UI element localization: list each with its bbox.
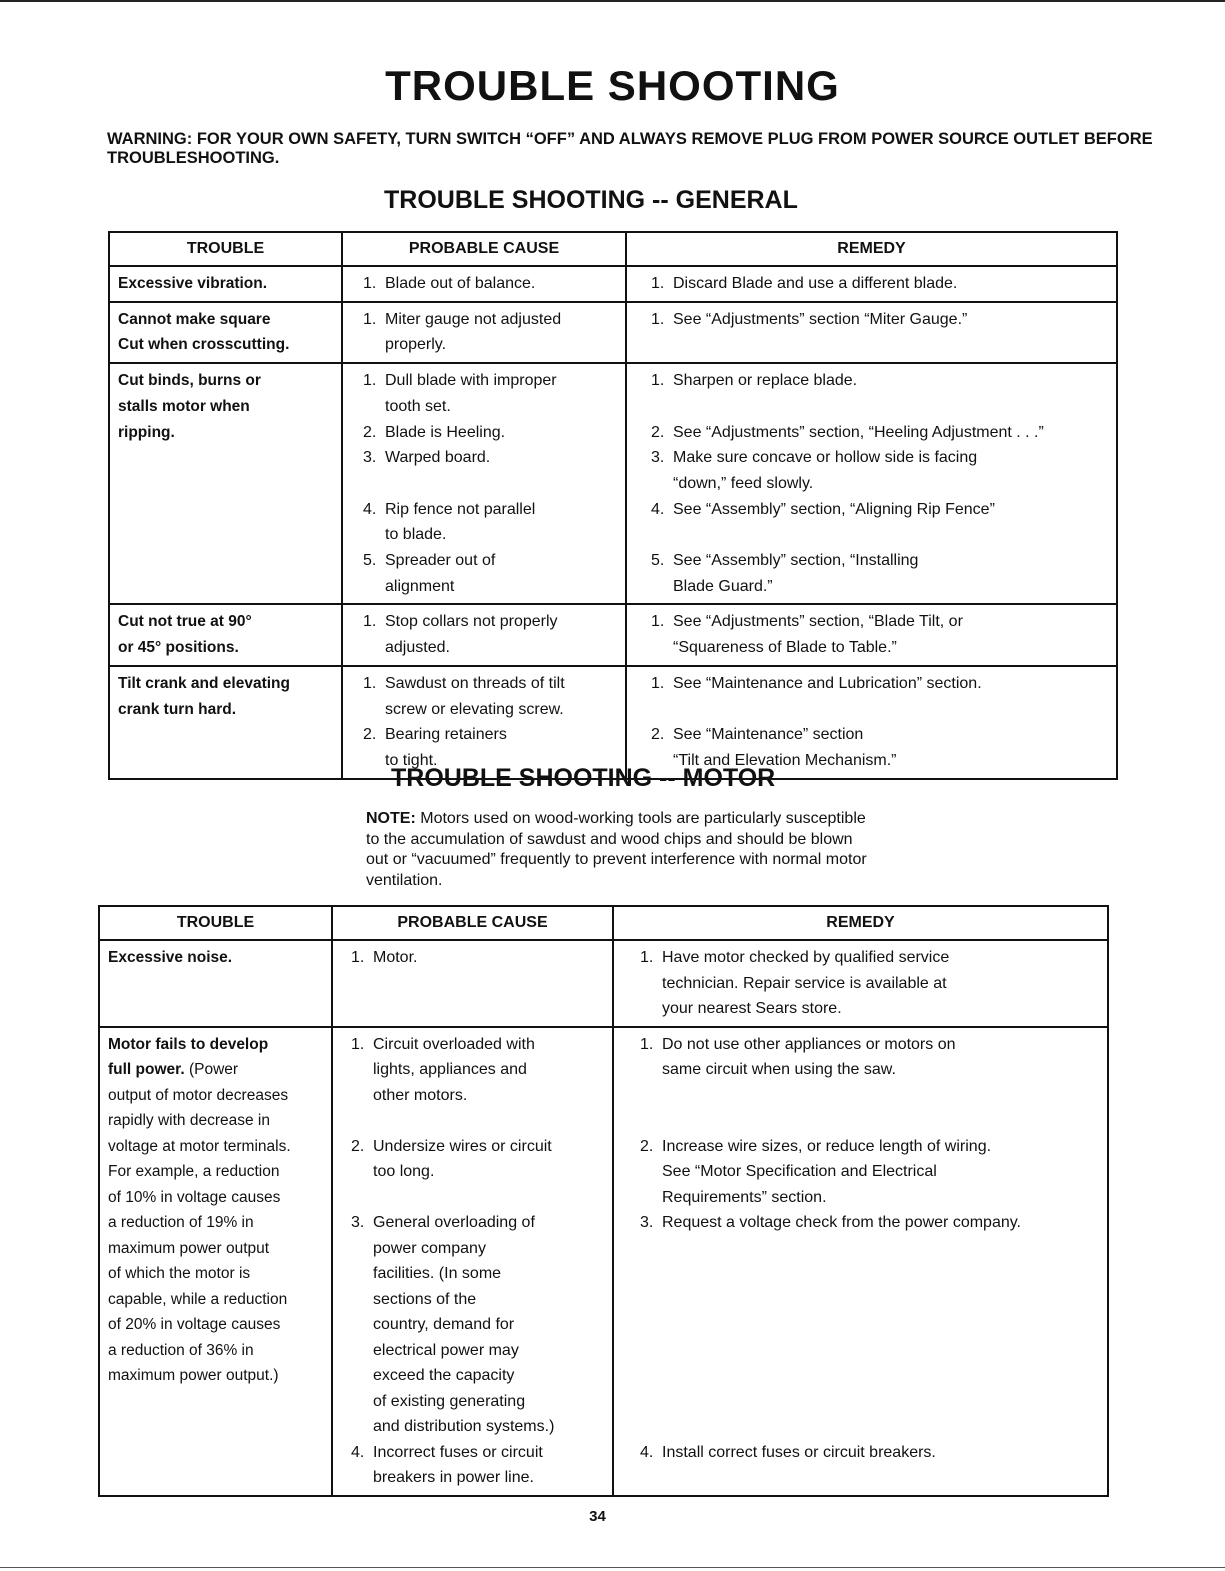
remedy-number: 1.	[640, 949, 654, 966]
remedy-text: Sharpen or replace blade.	[673, 372, 858, 390]
bottom-rule	[0, 1567, 1225, 1568]
top-rule	[0, 0, 1225, 2]
remedy-cell	[626, 666, 1117, 779]
remedy-item	[640, 945, 1107, 1022]
cause-cell	[342, 363, 626, 604]
remedy-cell	[626, 604, 1117, 665]
remedy-item	[651, 671, 1116, 697]
cause-text: Circuit overloaded with lights, appliances and other motors.	[373, 1035, 535, 1104]
cause-text: Blade out of balance.	[385, 275, 536, 292]
table-row	[109, 266, 1117, 302]
spacer	[640, 1108, 1107, 1134]
remedy-text: See “Assembly” section, “Installing Blade Guard.”	[673, 552, 919, 595]
cause-text: Blade is Heeling.	[385, 423, 506, 441]
spacer	[640, 1363, 1107, 1389]
trouble-cell	[99, 1027, 332, 1496]
cause-text: General overloading of power company facilities. (In some sections of the country, demand for electrical power may exceed the capacity of existing generating and distribution systems.)	[373, 1214, 555, 1435]
cause-text: Spreader out of alignment	[385, 552, 496, 595]
cause-item	[363, 420, 625, 446]
spacer	[640, 1083, 1107, 1109]
cause-item	[363, 497, 625, 548]
spacer	[640, 1287, 1107, 1313]
table-row	[109, 666, 1117, 779]
motor-table-body	[99, 940, 1108, 1496]
cause-number: 1.	[363, 613, 377, 631]
general-trouble-table	[108, 231, 1118, 780]
spacer	[640, 1312, 1107, 1338]
table-row	[99, 1027, 1108, 1496]
safety-warning: WARNING: FOR YOUR OWN SAFETY, TURN SWITCH “OFF” AND ALWAYS REMOVE PLUG FROM POWER SOURCE OUTLET BEFORE TROUBLESHOOTING.	[107, 130, 1153, 167]
cause-cell	[332, 1027, 613, 1496]
cause-number: 2.	[351, 1137, 365, 1155]
trouble-cell: Cut not true at 90° or 45° positions.	[109, 604, 342, 665]
spacer	[351, 1108, 612, 1134]
remedy-text: Install correct fuses or circuit breakers.	[662, 1443, 936, 1461]
remedy-cell	[613, 940, 1108, 1027]
remedy-text: See “Assembly” section, “Aligning Rip Fence”	[673, 500, 995, 518]
cause-item	[363, 671, 625, 722]
remedy-number: 2.	[651, 423, 665, 441]
cause-number: 1.	[363, 310, 377, 328]
remedy-item	[651, 368, 1116, 394]
table-row	[109, 604, 1117, 665]
remedy-number: 1.	[640, 1035, 654, 1053]
remedy-number: 1.	[651, 275, 665, 292]
remedy-text: See “Maintenance” section “Tilt and Elevation Mechanism.”	[673, 726, 897, 769]
spacer	[363, 471, 625, 497]
column-header-probable-cause: PROBABLE CAUSE	[332, 906, 613, 940]
remedy-number: 1.	[651, 310, 665, 328]
cause-number: 3.	[363, 449, 377, 467]
remedy-item	[651, 420, 1116, 446]
cause-item	[351, 1134, 612, 1185]
cause-number: 5.	[363, 552, 377, 570]
remedy-text: Have motor checked by qualified service technician. Repair service is available at your nearest Sears store.	[662, 949, 950, 1017]
remedy-number: 2.	[640, 1137, 654, 1155]
cause-number: 1.	[351, 949, 365, 966]
table-row	[109, 363, 1117, 604]
cause-number: 1.	[363, 372, 377, 390]
cause-number: 4.	[363, 500, 377, 518]
cause-text: Bearing retainers to tight.	[385, 726, 507, 769]
remedy-number: 5.	[651, 552, 665, 569]
cause-text: Warped board.	[385, 449, 491, 467]
spacer	[640, 1338, 1107, 1364]
remedy-number: 1.	[651, 674, 665, 692]
motor-section-heading: TROUBLE SHOOTING -- MOTOR	[391, 764, 776, 792]
cause-text: Sawdust on threads of tilt screw or elevating screw.	[385, 674, 565, 718]
remedy-text: Increase wire sizes, or reduce length of wiring. See “Motor Specification and Electrical Requirements” section.	[662, 1137, 992, 1206]
remedy-item	[640, 1134, 1107, 1211]
column-header-remedy: REMEDY	[613, 906, 1108, 940]
cause-number: 1.	[351, 1035, 365, 1053]
remedy-number: 4.	[651, 500, 665, 518]
remedy-item	[651, 497, 1116, 523]
remedy-text: Discard Blade and use a different blade.	[673, 275, 958, 292]
cause-item	[351, 1440, 612, 1491]
trouble-cell	[99, 940, 332, 1027]
motor-note	[366, 809, 876, 891]
cause-text: Miter gauge not adjusted properly.	[385, 310, 562, 354]
spacer	[640, 1414, 1107, 1440]
remedy-item	[651, 548, 1116, 599]
spacer	[640, 1236, 1107, 1262]
cause-number: 2.	[363, 423, 377, 441]
remedy-text: Request a voltage check from the power company.	[662, 1214, 1021, 1231]
cause-item	[363, 307, 625, 358]
cause-cell	[342, 302, 626, 363]
remedy-number: 2.	[651, 726, 665, 744]
remedy-text: See “Adjustments” section, “Blade Tilt, or “Squareness of Blade to Table.”	[673, 613, 963, 657]
cause-item	[363, 271, 625, 297]
remedy-item	[651, 307, 1116, 333]
spacer	[640, 1261, 1107, 1287]
cause-text: Dull blade with improper tooth set.	[385, 372, 557, 415]
cause-number: 1.	[363, 275, 377, 292]
cause-cell	[342, 666, 626, 779]
remedy-number: 3.	[651, 449, 665, 467]
cause-number: 3.	[351, 1214, 365, 1231]
cause-text: Motor.	[373, 949, 418, 966]
trouble-title: Motor fails to develop full power.	[108, 1035, 269, 1078]
trouble-cell: Cannot make square Cut when crosscutting.	[109, 302, 342, 363]
remedy-number: 3.	[640, 1214, 654, 1231]
remedy-number: 1.	[651, 613, 665, 631]
remedy-text: Make sure concave or hollow side is facing “down,” feed slowly.	[673, 449, 978, 492]
cause-cell	[332, 940, 613, 1027]
cause-item	[363, 368, 625, 419]
spacer	[651, 522, 1116, 548]
cause-item	[351, 1032, 612, 1109]
cause-cell	[342, 266, 626, 302]
spacer	[651, 394, 1116, 420]
general-table-body	[109, 266, 1117, 779]
remedy-text: Do not use other appliances or motors on same circuit when using the saw.	[662, 1035, 956, 1078]
cause-item	[351, 945, 612, 971]
remedy-number: 1.	[651, 372, 665, 390]
column-header-remedy: REMEDY	[626, 232, 1117, 266]
cause-text: Stop collars not properly adjusted.	[385, 613, 558, 657]
remedy-number: 4.	[640, 1443, 654, 1461]
remedy-cell	[613, 1027, 1108, 1496]
table-row	[109, 302, 1117, 363]
note-text: Motors used on wood-working tools are particularly susceptible to the accumulation of sawdust and wood chips and should be blown out or “vacuumed” frequently to prevent interference with normal motor ventilation.	[366, 810, 867, 889]
motor-trouble-table	[98, 905, 1109, 1497]
spacer	[651, 697, 1116, 723]
spacer	[640, 1389, 1107, 1415]
cause-text: Incorrect fuses or circuit breakers in power line.	[373, 1443, 543, 1486]
remedy-text: See “Adjustments” section “Miter Gauge.”	[673, 310, 968, 328]
cause-number: 4.	[351, 1443, 365, 1461]
trouble-cell: Tilt crank and elevating crank turn hard.	[109, 666, 342, 779]
cause-number: 2.	[363, 726, 377, 744]
page-number: 34	[589, 1508, 606, 1525]
trouble-cell: Cut binds, burns or stalls motor when ripping.	[109, 363, 342, 604]
remedy-item	[651, 445, 1116, 496]
trouble-cell: Excessive vibration.	[109, 266, 342, 302]
spacer	[351, 1185, 612, 1211]
remedy-item	[651, 271, 1116, 297]
cause-item	[363, 445, 625, 471]
column-header-trouble: TROUBLE	[109, 232, 342, 266]
page-title: TROUBLE SHOOTING	[385, 62, 840, 109]
remedy-item	[640, 1032, 1107, 1083]
trouble-detail: (Power output of motor decreases rapidly with decrease in voltage at motor terminals. For example, a reduction of 10% in voltage causes a reduction of 19% in maximum power output of which the motor is capable, while a reduction of 20% in voltage causes a reduction of 36% in maximum power output.)	[108, 1061, 291, 1384]
remedy-item	[640, 1210, 1107, 1236]
cause-text: Rip fence not parallel to blade.	[385, 500, 536, 544]
note-label: NOTE:	[366, 810, 416, 827]
cause-text: Undersize wires or circuit too long.	[373, 1137, 552, 1180]
remedy-item	[640, 1440, 1107, 1466]
remedy-cell	[626, 266, 1117, 302]
column-header-trouble: TROUBLE	[99, 906, 332, 940]
remedy-text: See “Adjustments” section, “Heeling Adjustment . . .”	[673, 423, 1044, 441]
cause-item	[363, 609, 625, 660]
remedy-item	[651, 609, 1116, 660]
remedy-text: See “Maintenance and Lubrication” section.	[673, 674, 982, 692]
cause-cell	[342, 604, 626, 665]
remedy-cell	[626, 363, 1117, 604]
column-header-probable-cause: PROBABLE CAUSE	[342, 232, 626, 266]
remedy-cell	[626, 302, 1117, 363]
general-section-heading: TROUBLE SHOOTING -- GENERAL	[384, 186, 798, 214]
table-row	[99, 940, 1108, 1027]
cause-number: 1.	[363, 674, 377, 692]
cause-item	[351, 1210, 612, 1440]
cause-item	[363, 548, 625, 599]
trouble-title: Excessive noise.	[108, 949, 233, 966]
